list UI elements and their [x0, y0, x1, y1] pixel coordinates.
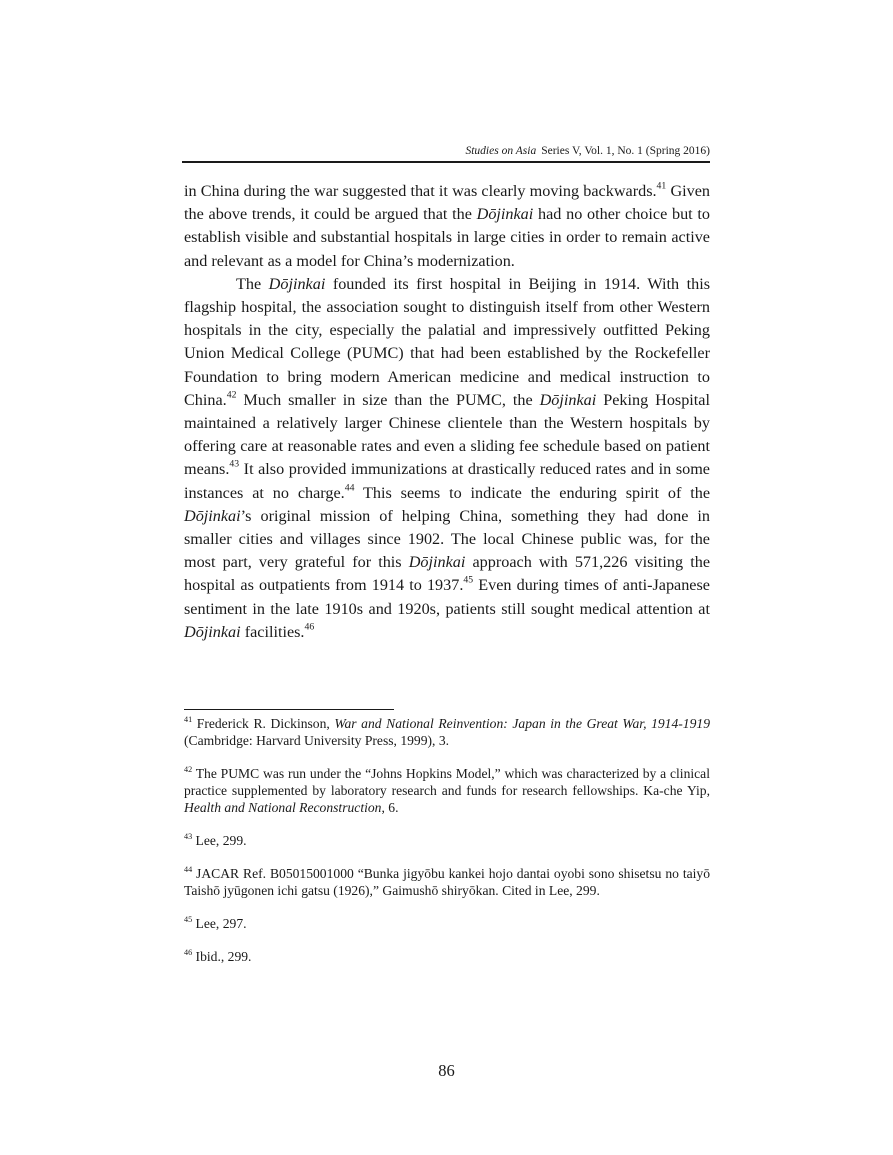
footnote-number: 42 — [184, 764, 193, 774]
italic-title: Health and National Reconstruction — [184, 800, 382, 815]
text-run: Given the above trends, it could be argued that the — [184, 182, 711, 224]
text-run: , 6. — [381, 800, 399, 815]
text-run: facilities. — [240, 622, 305, 641]
footnote-ref-42[interactable]: 42 — [226, 389, 237, 401]
text-run: founded its first hospital in Beijing in 1914. With this flagship hospital, the association sought to distinguish itself from other Western hospitals in the city, especially the palatial and impressively outfitted Peking Union Medical College (PUMC) that had been established by the Rockefeller Foundation to bring modern American medicine and medical instruction to China. — [184, 274, 710, 409]
footnote-46 — [184, 948, 710, 965]
italic-term: Dōjinkai — [476, 205, 534, 224]
footnote-number: 43 — [184, 831, 193, 841]
footnote-number: 46 — [184, 947, 193, 957]
footnote-42 — [184, 765, 710, 816]
paragraph-1 — [184, 180, 710, 273]
issue-info: Series V, Vol. 1, No. 1 (Spring 2016) — [541, 145, 710, 157]
italic-title: War and National Reinvention: Japan in the Great War, 1914-1919 — [334, 716, 710, 731]
text-run: This seems to indicate the enduring spirit of the — [354, 483, 711, 502]
text-run: in China during the war suggested that it was clearly moving backwards. — [184, 182, 657, 200]
text-run: The — [236, 274, 269, 293]
text-run: Ibid., 299. — [192, 949, 252, 964]
footnotes — [184, 715, 710, 981]
footnote-ref-45[interactable]: 45 — [463, 575, 474, 587]
text-run: approach with 571,226 visiting the hospital as outpatients from 1914 to 1937. — [184, 553, 710, 595]
footnote-41 — [184, 715, 710, 749]
text-run: It also provided immunizations at drastically reduced rates and in some instances at no charge. — [184, 460, 710, 502]
text-run: Even during times of anti-Japanese sentiment in the late 1910s and 1920s, patients still sought medical attention at — [184, 576, 710, 618]
body-text — [184, 180, 710, 644]
footnote-ref-43[interactable]: 43 — [229, 459, 240, 471]
italic-term: Dōjinkai — [268, 274, 326, 293]
footnote-number: 44 — [184, 864, 193, 874]
footnote-45 — [184, 915, 710, 932]
footnote-43 — [184, 832, 710, 849]
italic-term: Dōjinkai — [184, 622, 241, 641]
footnote-ref-46[interactable]: 46 — [304, 621, 315, 633]
text-run: Peking Hospital maintained a relatively larger Chinese clientele than the Western hospitals by offering care at reasonable rates and even a sliding fee schedule based on patient means. — [184, 390, 710, 479]
footnote-number: 41 — [184, 714, 193, 724]
page-number: 86 — [438, 1061, 455, 1080]
text-run: ’s original mission of helping China, something they had done in smaller cities and villages since 1902. The local Chinese public was, for the most part, very grateful for this — [184, 506, 710, 572]
footnote-ref-41[interactable]: 41 — [656, 180, 667, 192]
text-run: (Cambridge: Harvard University Press, 1999), 3. — [184, 733, 450, 748]
text-run: had no other choice but to establish visible and substantial hospitals in large cities in order to remain active and relevant as a model for China’s modernization. — [184, 205, 710, 270]
italic-term: Dōjinkai — [408, 553, 466, 572]
text-run: Frederick R. Dickinson, — [192, 716, 335, 731]
footnote-ref-44[interactable]: 44 — [344, 482, 355, 494]
text-run: Lee, 299. — [192, 833, 247, 848]
text-run: Lee, 297. — [192, 916, 247, 931]
text-run: The PUMC was run under the “Johns Hopkins Model,” which was characterized by a clinical practice supplemented by laboratory research and funds for research fellowships. Ka-che Yip, — [184, 766, 710, 798]
footnote-number: 45 — [184, 914, 193, 924]
running-header — [182, 144, 710, 163]
paragraph-2 — [184, 273, 710, 644]
italic-term: Dōjinkai — [539, 390, 597, 409]
italic-term: Dōjinkai — [184, 506, 241, 525]
text-run: Much smaller in size than the PUMC, the — [236, 390, 540, 409]
footnote-separator — [184, 709, 394, 710]
journal-title: Studies on Asia — [465, 145, 537, 157]
footnote-44 — [184, 865, 710, 899]
text-run: JACAR Ref. B05015001000 “Bunka jigyōbu kankei hojo dantai oyobi sono shisetsu no taiyō Taishō jyūgonen ichi gatsu (1926),” Gaimushō shiryōkan. Cited in Lee, 299. — [184, 866, 710, 898]
